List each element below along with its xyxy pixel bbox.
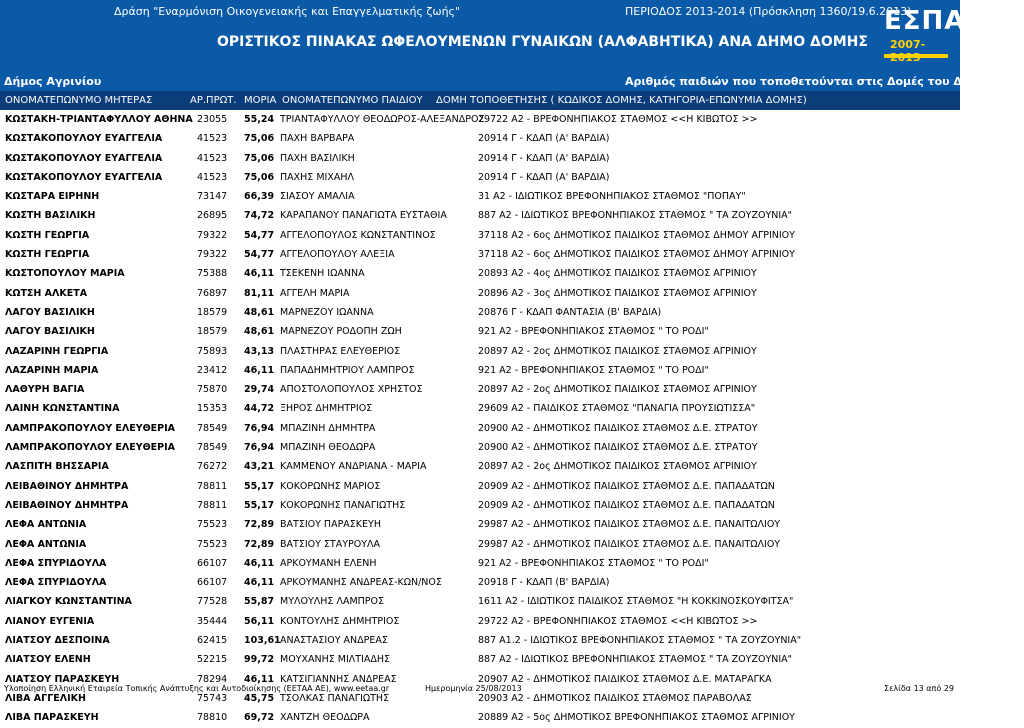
child-name: ΠΛΑΣΤΗΡΑΣ ΕΛΕΥΘΕΡΙΟΣ [280,345,401,357]
child-name: ΑΝΑΣΤΑΣΙΟΥ ΑΝΔΡΕΑΣ [280,635,388,647]
period-label: ΠΕΡΙΟΔΟΣ 2013-2014 (Πρόσκληση 1360/19.6.2013) [625,5,912,18]
mother-name: ΚΩΣΤΑΚΟΠΟΥΛΟΥ ΕΥΑΓΓΕΛΙΑ [5,152,163,164]
mother-name: ΚΩΣΤΗ ΒΑΣΙΛΙΚΗ [5,210,96,222]
espa-logo [878,2,966,64]
child-name: ΜΠΑΖΙΝΗ ΘΕΟΔΩΡΑ [280,442,376,454]
child-name: ΒΑΤΣΙΟΥ ΠΑΡΑΣΚΕΥΗ [280,519,381,531]
points: 75,06 [244,152,275,164]
points: 75,06 [244,133,275,145]
child-name: ΜΟΥΧΑΝΗΣ ΜΙΛΤΙΑΔΗΣ [280,654,391,666]
mother-name: ΛΕΙΒΑΘΙΝΟΥ ΔΗΜΗΤΡΑ [5,499,129,511]
table-row [0,554,960,573]
mother-name: ΛΑΓΟΥ ΒΑΣΙΛΙΚΗ [5,326,95,338]
protocol-number: 78294 [197,673,228,685]
protocol-number: 18579 [197,306,228,318]
points: 55,17 [244,480,275,492]
table-row [0,264,960,283]
col-structure: ΔΟΜΗ ΤΟΠΟΘΕΤΗΣΗΣ ( ΚΩΔΙΚΟΣ ΔΟΜΗΣ, ΚΑΤΗΓΟΡΙΑ-ΕΠΩΝΥΜΙΑ ΔΟΜΗΣ) [436,95,807,106]
child-name: ΠΑΧΗ ΒΑΡΒΑΡΑ [280,133,355,145]
table-row [0,457,960,476]
col-mother: ΟΝΟΜΑΤΕΠΩΝΥΜΟ ΜΗΤΕΡΑΣ [5,95,153,106]
mother-name: ΛΕΦΑ ΑΝΤΩΝΙΑ [5,519,87,531]
mother-name: ΚΩΤΣΗ ΑΛΚΕΤΑ [5,287,88,299]
child-name: ΚΟΚΟΡΩΝΗΣ ΠΑΝΑΓΙΩΤΗΣ [280,499,406,511]
document-title: ΟΡΙΣΤΙΚΟΣ ΠΙΝΑΚΑΣ ΩΦΕΛΟΥΜΕΝΩΝ ΓΥΝΑΙΚΩΝ (ΑΛΦΑΒΗΤΙΚΑ) ΑΝΑ ΔΗΜΟ ΔΟΜΗΣ [217,34,868,50]
structure: 29987 Α2 - ΔΗΜΟΤΙΚΟΣ ΠΑΙΔΙΚΟΣ ΣΤΑΘΜΟΣ Δ.Ε. ΠΑΝΑΙΤΩΛΙΟΥ [478,538,781,550]
structure: 20897 Α2 - 2ος ΔΗΜΟΤΙΚΟΣ ΠΑΙΔΙΚΟΣ ΣΤΑΘΜΟΣ ΑΓΡΙΝΙΟΥ [478,461,757,473]
table-row [0,342,960,361]
table-row [0,361,960,380]
points: 56,11 [244,615,275,627]
protocol-number: 41523 [197,133,228,145]
protocol-number: 76897 [197,287,228,299]
child-name: ΤΡΙΑΝΤΑΦΥΛΛΟΥ ΘΕΟΔΩΡΟΣ-ΑΛΕΞΑΝΔΡΟΣ [280,114,485,125]
structure: 20897 Α2 - 2ος ΔΗΜΟΤΙΚΟΣ ΠΑΙΔΙΚΟΣ ΣΤΑΘΜΟΣ ΑΓΡΙΝΙΟΥ [478,384,757,396]
points: 44,72 [244,403,275,415]
protocol-number: 75870 [197,384,228,396]
protocol-number: 75743 [197,692,228,704]
child-name: ΑΡΚΟΥΜΑΝΗΣ ΑΝΔΡΕΑΣ-ΚΩΝ/ΝΟΣ [280,577,442,589]
child-name: ΒΑΤΣΙΟΥ ΣΤΑΥΡΟΥΛΑ [280,538,381,550]
mother-name: ΚΩΣΤΑΚΟΠΟΥΛΟΥ ΕΥΑΓΓΕΛΙΑ [5,133,163,145]
protocol-number: 75893 [197,345,228,357]
table-row [0,399,960,418]
mother-name: ΚΩΣΤΗ ΓΕΩΡΓΙΑ [5,249,90,261]
structure: 20914 Γ - ΚΔΑΠ (Α' ΒΑΡΔΙΑ) [478,133,610,145]
table-row [0,477,960,496]
points: 54,77 [244,249,275,261]
protocol-number: 23412 [197,364,228,376]
structure: 37118 Α2 - 6ος ΔΗΜΟΤΙΚΟΣ ΠΑΙΔΙΚΟΣ ΣΤΑΘΜΟΣ ΔΗΜΟΥ ΑΓΡΙΝΙΟΥ [478,249,795,261]
points: 103,61 [244,635,281,647]
program-title: Δράση "Εναρμόνιση Οικογενειακής και Επαγγελματικής ζωής" [114,5,461,18]
table-row [0,168,960,187]
structure: 887 Α2 - ΙΔΙΩΤΙΚΟΣ ΒΡΕΦΟΝΗΠΙΑΚΟΣ ΣΤΑΘΜΟΣ " ΤΑ ΖΟΥΖΟΥΝΙΑ" [478,210,793,222]
protocol-number: 78810 [197,712,228,724]
mother-name: ΛΑΜΠΡΑΚΟΠΟΥΛΟΥ ΕΛΕΥΘΕΡΙΑ [5,422,176,434]
child-name: ΠΑΠΑΔΗΜΗΤΡΙΟΥ ΛΑΜΠΡΟΣ [280,364,415,376]
table-row [0,515,960,534]
table-row [0,226,960,245]
points: 46,11 [244,557,275,569]
protocol-number: 52215 [197,654,228,666]
table-row [0,612,960,631]
child-name: ΜΑΡΝΕΖΟΥ ΡΟΔΟΠΗ ΖΩΗ [280,326,402,338]
child-name: ΠΑΧΗ ΒΑΣΙΛΙΚΗ [280,152,355,164]
points: 76,94 [244,422,275,434]
structure: 31 Α2 - ΙΔΙΩΤΙΚΟΣ ΒΡΕΦΟΝΗΠΙΑΚΟΣ ΣΤΑΘΜΟΣ "ΠΟΠΑΥ" [478,191,746,203]
protocol-number: 26895 [197,210,228,222]
table-row [0,592,960,611]
protocol-number: 79322 [197,229,228,241]
structure: 20914 Γ - ΚΔΑΠ (Α' ΒΑΡΔΙΑ) [478,171,610,183]
mother-name: ΚΩΣΤΑΚΟΠΟΥΛΟΥ ΕΥΑΓΓΕΛΙΑ [5,171,163,183]
points: 54,77 [244,229,275,241]
structure: 20914 Γ - ΚΔΑΠ (Α' ΒΑΡΔΙΑ) [478,152,610,164]
child-name: ΑΡΚΟΥΜΑΝΗ ΕΛΕΝΗ [280,557,377,569]
structure: 20909 Α2 - ΔΗΜΟΤΙΚΟΣ ΠΑΙΔΙΚΟΣ ΣΤΑΘΜΟΣ Δ.Ε. ΠΑΠΑΔΑΤΩΝ [478,480,775,492]
points: 74,72 [244,210,275,222]
points: 48,61 [244,326,275,338]
protocol-number: 41523 [197,171,228,183]
mother-name: ΛΑΖΑΡΙΝΗ ΜΑΡΙΑ [5,364,99,376]
table-row [0,496,960,515]
protocol-number: 73147 [197,191,228,203]
child-name: ΑΠΟΣΤΟΛΟΠΟΥΛΟΣ ΧΡΗΣΤΟΣ [280,384,423,396]
protocol-number: 15353 [197,403,228,415]
points: 43,13 [244,345,275,357]
points: 43,21 [244,461,275,473]
child-name: ΤΣΕΚΕΝΗ ΙΩΑΝΝΑ [280,268,365,280]
structure: 29722 Α2 - ΒΡΕΦΟΝΗΠΙΑΚΟΣ ΣΤΑΘΜΟΣ <<Η ΚΙΒΩΤΟΣ >> [478,615,758,627]
mother-name: ΛΑΙΝΗ ΚΩΝΣΤΑΝΤΙΝΑ [5,403,120,415]
children-count: Αριθμός παιδιών που τοποθετούνται στις Δομές του Δήμου: 911 [625,75,1024,88]
mother-name: ΚΩΣΤΑΚΗ-ΤΡΙΑΝΤΑΦΥΛΛΟΥ ΑΘΗΝΑ [5,114,193,125]
protocol-number: 66107 [197,577,228,589]
table-row [0,303,960,322]
points: 81,11 [244,287,275,299]
structure: 20893 Α2 - 4ος ΔΗΜΟΤΙΚΟΣ ΠΑΙΔΙΚΟΣ ΣΤΑΘΜΟΣ ΑΓΡΙΝΙΟΥ [478,268,757,280]
protocol-number: 79322 [197,249,228,261]
child-name: ΚΟΝΤΟΥΛΗΣ ΔΗΜΗΤΡΙΟΣ [280,615,400,627]
structure: 20903 Α2 - ΔΗΜΟΤΙΚΟΣ ΠΑΙΔΙΚΟΣ ΣΤΑΘΜΟΣ ΠΑΡΑΒΟΛΑΣ [478,692,752,704]
child-name: ΜΑΡΝΕΖΟΥ ΙΩΑΝΝΑ [280,306,374,318]
mother-name: ΚΩΣΤΗ ΓΕΩΡΓΙΑ [5,229,90,241]
structure: 20876 Γ - ΚΔΑΠ ΦΑΝΤΑΣΙΑ (Β' ΒΑΡΔΙΑ) [478,306,662,318]
mother-name: ΛΙΑΓΚΟΥ ΚΩΝΣΤΑΝΤΙΝΑ [5,596,132,608]
structure: 29722 Α2 - ΒΡΕΦΟΝΗΠΙΑΚΟΣ ΣΤΑΘΜΟΣ <<Η ΚΙΒΩΤΟΣ >> [478,114,758,125]
mother-name: ΛΕΦΑ ΣΠΥΡΙΔΟΥΛΑ [5,557,107,569]
points: 46,11 [244,577,275,589]
child-name: ΜΥΛΟΥΛΗΣ ΛΑΜΠΡΟΣ [280,596,384,608]
structure: 921 Α2 - ΒΡΕΦΟΝΗΠΙΑΚΟΣ ΣΤΑΘΜΟΣ " ΤΟ ΡΟΔΙ" [478,326,709,338]
child-name: ΠΑΧΗΣ ΜΙΧΑΗΛ [280,171,354,183]
points: 55,24 [244,114,275,125]
table-row [0,284,960,303]
table-row [0,110,960,129]
protocol-number: 75388 [197,268,228,280]
mother-name: ΛΑΖΑΡΙΝΗ ΓΕΩΡΓΙΑ [5,345,109,357]
child-name: ΤΣΟΛΚΑΣ ΠΑΝΑΓΙΩΤΗΣ [280,692,390,704]
table-row [0,573,960,592]
structure: 29987 Α2 - ΔΗΜΟΤΙΚΟΣ ΠΑΙΔΙΚΟΣ ΣΤΑΘΜΟΣ Δ.Ε. ΠΑΝΑΙΤΩΛΙΟΥ [478,519,781,531]
structure: 20896 Α2 - 3ος ΔΗΜΟΤΙΚΟΣ ΠΑΙΔΙΚΟΣ ΣΤΑΘΜΟΣ ΑΓΡΙΝΙΟΥ [478,287,757,299]
mother-name: ΛΕΦΑ ΣΠΥΡΙΔΟΥΛΑ [5,577,107,589]
points: 46,11 [244,364,275,376]
mother-name: ΛΙΒΑ ΑΓΓΕΛΙΚΗ [5,692,86,704]
structure: 29609 Α2 - ΠΑΙΔΙΚΟΣ ΣΤΑΘΜΟΣ "ΠΑΝΑΓΙΑ ΠΡΟΥΣΙΩΤΙΣΣΑ" [478,403,756,415]
child-name: ΚΑΡΑΠΑΝΟΥ ΠΑΝΑΓΙΩΤΑ ΕΥΣΤΑΘΙΑ [280,210,447,222]
structure: 20889 Α2 - 5ος ΔΗΜΟΤΙΚΟΣ ΒΡΕΦΟΝΗΠΙΑΚΟΣ ΣΤΑΘΜΟΣ ΑΓΡΙΝΙΟΥ [478,712,795,724]
protocol-number: 76272 [197,461,228,473]
mother-name: ΚΩΣΤΑΡΑ ΕΙΡΗΝΗ [5,191,100,203]
structure: 20897 Α2 - 2ος ΔΗΜΟΤΙΚΟΣ ΠΑΙΔΙΚΟΣ ΣΤΑΘΜΟΣ ΑΓΡΙΝΙΟΥ [478,345,757,357]
points: 72,89 [244,538,275,550]
child-name: ΜΠΑΖΙΝΗ ΔΗΜΗΤΡΑ [280,422,376,434]
mother-name: ΛΙΑΝΟΥ ΕΥΓΕΝΙΑ [5,615,95,627]
table-row [0,650,960,669]
points: 69,72 [244,712,275,724]
protocol-number: 18579 [197,326,228,338]
footer-credit: Υλοποίηση Ελληνική Εταιρεία Τοπικής Ανάπτυξης και Αυτοδιοίκησης (ΕΕΤΑΑ ΑΕ), www.eetaa.gr [4,684,390,693]
protocol-number: 23055 [197,114,228,125]
protocol-number: 78811 [197,480,228,492]
points: 99,72 [244,654,275,666]
points: 75,06 [244,171,275,183]
points: 29,74 [244,384,275,396]
protocol-number: 75523 [197,538,228,550]
protocol-number: 41523 [197,152,228,164]
points: 66,39 [244,191,275,203]
table-row [0,631,960,650]
points: 55,87 [244,596,275,608]
protocol-number: 78549 [197,442,228,454]
mother-name: ΛΑΜΠΡΑΚΟΠΟΥΛΟΥ ΕΛΕΥΘΕΡΙΑ [5,442,176,454]
child-name: ΣΙΑΣΟΥ ΑΜΑΛΙΑ [280,191,355,203]
structure: 20900 Α2 - ΔΗΜΟΤΙΚΟΣ ΠΑΙΔΙΚΟΣ ΣΤΑΘΜΟΣ Δ.Ε. ΣΤΡΑΤΟΥ [478,442,758,454]
mother-name: ΛΑΘΥΡΗ ΒΑΓΙΑ [5,384,85,396]
mother-name: ΛΙΑΤΣΟΥ ΠΑΡΑΣΚΕΥΗ [5,673,120,685]
child-name: ΑΓΓΕΛΟΠΟΥΛΟΣ ΚΩΝΣΤΑΝΤΙΝΟΣ [280,229,436,241]
child-name: ΞΗΡΟΣ ΔΗΜΗΤΡΙΟΣ [280,403,373,415]
table-row [0,438,960,457]
logo-text: ΕΣΠΑ [884,6,966,36]
municipality-name: Δήμος Αγρινίου [4,75,102,88]
points: 48,61 [244,306,275,318]
footer-date: Ημερομηνία 25/08/2013 [425,684,522,693]
table-row [0,419,960,438]
mother-name: ΛΕΦΑ ΑΝΤΩΝΙΑ [5,538,87,550]
structure: 20909 Α2 - ΔΗΜΟΤΙΚΟΣ ΠΑΙΔΙΚΟΣ ΣΤΑΘΜΟΣ Δ.Ε. ΠΑΠΑΔΑΤΩΝ [478,499,775,511]
data-table [0,110,960,728]
table-row [0,245,960,264]
points: 55,17 [244,499,275,511]
points: 45,75 [244,692,275,704]
table-row [0,708,960,727]
child-name: ΚΟΚΟΡΩΝΗΣ ΜΑΡΙΟΣ [280,480,381,492]
col-moria: ΜΟΡΙΑ [244,95,277,106]
col-ap: ΑΡ.ΠΡΩΤ. [190,95,237,106]
mother-name: ΛΑΓΟΥ ΒΑΣΙΛΙΚΗ [5,306,95,318]
table-row [0,149,960,168]
structure: 887 Α2 - ΙΔΙΩΤΙΚΟΣ ΒΡΕΦΟΝΗΠΙΑΚΟΣ ΣΤΑΘΜΟΣ " ΤΑ ΖΟΥΖΟΥΝΙΑ" [478,654,793,666]
protocol-number: 35444 [197,615,228,627]
mother-name: ΛΙΒΑ ΠΑΡΑΣΚΕΥΗ [5,712,99,724]
points: 72,89 [244,519,275,531]
table-row [0,535,960,554]
page-footer [0,683,960,695]
mother-name: ΛΑΣΠΙΤΗ ΒΗΣΣΑΡΙΑ [5,461,109,473]
child-name: ΑΓΓΕΛΗ ΜΑΡΙΑ [280,287,350,299]
structure: 20900 Α2 - ΔΗΜΟΤΙΚΟΣ ΠΑΙΔΙΚΟΣ ΣΤΑΘΜΟΣ Δ.Ε. ΣΤΡΑΤΟΥ [478,422,758,434]
points: 46,11 [244,268,275,280]
table-row [0,187,960,206]
protocol-number: 77528 [197,596,228,608]
structure: 20918 Γ - ΚΔΑΠ (Β' ΒΑΡΔΙΑ) [478,577,610,589]
protocol-number: 78811 [197,499,228,511]
mother-name: ΚΩΣΤΟΠΟΥΛΟΥ ΜΑΡΙΑ [5,268,125,280]
mother-name: ΛΙΑΤΣΟΥ ΔΕΣΠΟΙΝΑ [5,635,110,647]
structure: 921 Α2 - ΒΡΕΦΟΝΗΠΙΑΚΟΣ ΣΤΑΘΜΟΣ " ΤΟ ΡΟΔΙ" [478,557,709,569]
points: 76,94 [244,442,275,454]
protocol-number: 66107 [197,557,228,569]
col-child: ΟΝΟΜΑΤΕΠΩΝΥΜΟ ΠΑΙΔΙΟΥ [282,95,423,106]
structure: 921 Α2 - ΒΡΕΦΟΝΗΠΙΑΚΟΣ ΣΤΑΘΜΟΣ " ΤΟ ΡΟΔΙ" [478,364,709,376]
mother-name: ΛΙΑΤΣΟΥ ΕΛΕΝΗ [5,654,91,666]
table-row [0,380,960,399]
table-row [0,322,960,341]
child-name: ΚΑΤΣΙΓΙΑΝΝΗΣ ΑΝΔΡΕΑΣ [280,673,397,685]
table-row [0,206,960,225]
column-header-row [0,91,960,110]
structure: 20907 Α2 - ΔΗΜΟΤΙΚΟΣ ΠΑΙΔΙΚΟΣ ΣΤΑΘΜΟΣ Δ.Ε. ΜΑΤΑΡΑΓΚΑ [478,673,772,685]
protocol-number: 78549 [197,422,228,434]
points: 46,11 [244,673,275,685]
protocol-number: 75523 [197,519,228,531]
logo-bar [884,54,948,58]
structure: 887 Α1.2 - ΙΔΙΩΤΙΚΟΣ ΒΡΕΦΟΝΗΠΙΑΚΟΣ ΣΤΑΘΜΟΣ " ΤΑ ΖΟΥΖΟΥΝΙΑ" [478,635,802,647]
child-name: ΚΑΜΜΕΝΟΥ ΑΝΔΡΙΑΝΑ - ΜΑΡΙΑ [280,461,427,473]
table-row [0,129,960,148]
child-name: ΑΓΓΕΛΟΠΟΥΛΟΥ ΑΛΕΞΙΑ [280,249,395,261]
child-name: ΧΑΝΤΖΗ ΘΕΟΔΩΡΑ [280,712,370,724]
protocol-number: 62415 [197,635,228,647]
logo-years: 2007- [890,38,926,51]
structure: 1611 Α2 - ΙΔΙΩΤΙΚΟΣ ΠΑΙΔΙΚΟΣ ΣΤΑΘΜΟΣ "Η ΚΟΚΚΙΝΟΣΚΟΥΦΙΤΣΑ" [478,596,794,608]
structure: 37118 Α2 - 6ος ΔΗΜΟΤΙΚΟΣ ΠΑΙΔΙΚΟΣ ΣΤΑΘΜΟΣ ΔΗΜΟΥ ΑΓΡΙΝΙΟΥ [478,229,795,241]
mother-name: ΛΕΙΒΑΘΙΝΟΥ ΔΗΜΗΤΡΑ [5,480,129,492]
footer-page: Σελίδα 13 από 29 [884,684,954,693]
